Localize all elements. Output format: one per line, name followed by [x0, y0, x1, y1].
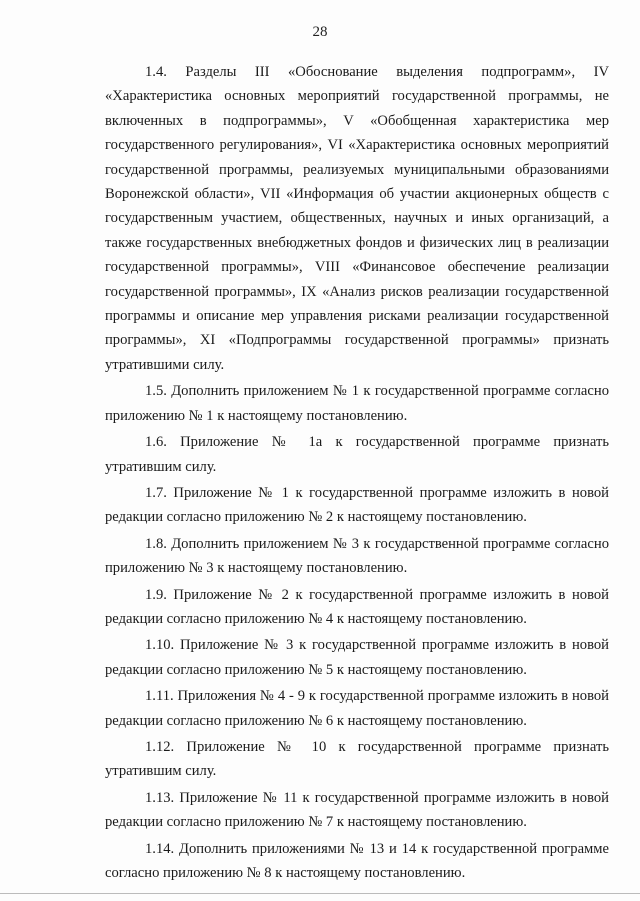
page-number: 28 [312, 24, 328, 40]
paragraph-1-10: 1.10. Приложение № 3 к государственной программе изложить в новой редакции согласно приложению № 5 к настоящему постановлению. [105, 637, 609, 678]
paragraph-1-12: 1.12. Приложение № 10 к государственной программе признать утратившим силу. [105, 738, 609, 780]
document-body [105, 60, 609, 887]
paragraph-1-14: 1.14. Дополнить приложениями № 13 и 14 к государственной программе согласно приложению № 8 к настоящему постановлению. [105, 840, 609, 881]
page-bottom-edge [0, 893, 640, 894]
paragraph-1-6: 1.6. Приложение № 1а к государственной программе признать утратившим силу. [105, 434, 609, 475]
paragraph-1-7: 1.7. Приложение № 1 к государственной программе изложить в новой редакции согласно приложению № 2 к настоящему постановлению. [105, 484, 609, 526]
paragraph-1-13: 1.13. Приложение № 11 к государственной программе изложить в новой редакции согласно приложению № 7 к настоящему постановлению. [105, 789, 609, 831]
paragraph-1-9: 1.9. Приложение № 2 к государственной программе изложить в новой редакции согласно приложению № 4 к настоящему постановлению. [105, 586, 609, 627]
paragraph-1-11: 1.11. Приложения № 4 - 9 к государственной программе изложить в новой редакции согласно приложению № 6 к настоящему постановлению. [105, 688, 609, 729]
paragraph-1-8: 1.8. Дополнить приложением № 3 к государственной программе согласно приложению № 3 к настоящему постановлению. [105, 535, 609, 577]
paragraph-1-4: 1.4. Разделы III «Обоснование выделения подпрограмм», IV «Характеристика основных мероприятий государственной программы, не включенных в подпрограммы», V «Обобщенная характеристика мер государственного регулирования», VI «Характеристика основных мероприятий государственной программы, реализуемых муниципальными образованиями Воронежской области», VII «Информация об участии акционерных обществ с государственным участием, общественных, научных и иных организаций, а также государственных внебюджетных фондов и физических лиц в реализации государственной программы», VIII «Финансовое обеспечение реализации государственной программы», IX «Анализ рисков реализации государственной программы и описание мер управления рисками реализации государственной программы», XI «Подпрограммы государственной программы» признать утратившими силу. [105, 64, 609, 373]
paragraph-1-5: 1.5. Дополнить приложением № 1 к государственной программе согласно приложению № 1 к настоящему постановлению. [105, 383, 609, 424]
